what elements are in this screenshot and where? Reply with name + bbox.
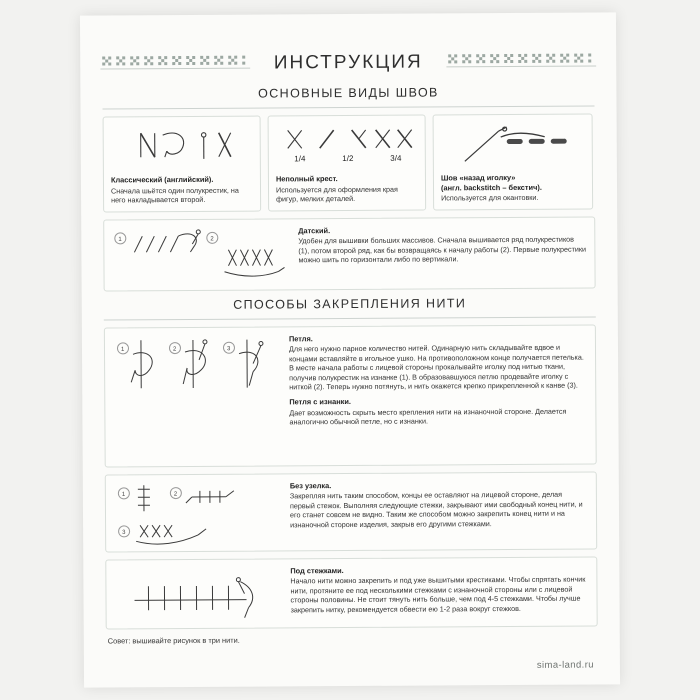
svg-text:1: 1 (120, 346, 125, 353)
card-danish (103, 216, 595, 291)
instruction-sheet (80, 12, 620, 687)
card-under-stitches-body: Начало нити можно закрепить и под уже вышитыми крестиками. Чтобы спрятать кончик нити, протяните ее под несколькими стежками с изнаночной стороны или с лицевой стороны половины. Не стоит тянуть нить больше, чем под 4-5 стежками. Чтобы лучше закрепить нитку, рекомендуется обвести ею 1-2 раза вокруг стежков. (290, 574, 586, 615)
card-classic (103, 116, 262, 213)
card-incomplete-cross (268, 115, 427, 212)
card-no-knot (105, 471, 597, 552)
section-title-thread-fixing: СПОСОБЫ ЗАКРЕПЛЕНИЯ НИТИ (233, 296, 467, 312)
figure-incomplete-cross (276, 122, 418, 171)
card-incomplete-cross-body: Используется для оформления края фигур, мелких деталей. (275, 184, 398, 204)
figure-danish-stitch (112, 225, 290, 284)
figure-classic-stitch (111, 123, 253, 172)
svg-text:1: 1 (118, 236, 122, 243)
card-backstitch (433, 114, 594, 211)
figure-no-knot (114, 480, 282, 545)
card-backstitch-subtitle: (англ. backstitch – бекстич). (440, 182, 542, 193)
svg-text:2: 2 (172, 346, 177, 353)
svg-text:1: 1 (121, 491, 126, 498)
card-backstitch-title: Шов «назад иголку» (440, 172, 516, 183)
svg-text:2: 2 (173, 491, 178, 498)
card-danish-title: Датский. (298, 225, 331, 236)
card-incomplete-cross-title: Неполный крест. (275, 174, 338, 184)
document-header (80, 44, 616, 81)
ornament-left-icon (100, 53, 250, 76)
divider (103, 106, 595, 110)
svg-text:3: 3 (122, 529, 126, 536)
divider (104, 316, 596, 320)
card-loop-subtitle: Петля с изнанки. (289, 396, 351, 407)
card-loop-title: Петля. (288, 333, 313, 344)
card-under-stitches-title: Под стежками. (290, 565, 344, 576)
card-classic-body: Сначала шьётся один полукрестик, на него накладывается второй. (110, 185, 239, 205)
card-loop (104, 324, 597, 467)
card-under-stitches (105, 556, 597, 629)
section-title-stitch-types: ОСНОВНЫЕ ВИДЫ ШВОВ (258, 85, 439, 101)
advice-text: Совет: вышивайте рисунок в три нити. (107, 635, 240, 646)
card-danish-body: Удобен для вышивки больших массивов. Сначала вышивается ряд полукрестиков (1), потом второй ряд, как бы возвращаясь к началу работы (2). Первые полукрестики можно шить по горизонтали либо по вертикали. (298, 235, 587, 265)
fraction-label: 1/2 (342, 153, 354, 164)
brand-footer: sima-land.ru (536, 659, 594, 671)
page-title: ИНСТРУКЦИЯ (273, 51, 423, 74)
card-loop-body2: Дает возможность скрыть место крепления нити на изнаночной стороне. Делается аналогично обычной петле, но с изнанки. (289, 406, 567, 427)
card-backstitch-body: Используется для окантовки. (441, 193, 539, 203)
card-classic-title: Классический (английский). (110, 174, 214, 185)
svg-text:3: 3 (226, 345, 231, 353)
ornament-right-icon (446, 50, 596, 73)
fraction-label: 1/4 (294, 154, 306, 164)
figure-loop (113, 333, 282, 460)
figure-backstitch (441, 121, 585, 170)
card-no-knot-body: Закрепляя нить таким способом, концы ее оставляют на лицевой стороне, делая первый стежок. Выполняя следующие стежки, закрывают ими свободный конец нити, и его станет совсем не видно. Таким же способом можно закрепить конец нити и на изнаночной стороне изделия, закрыв его другими стежками. (289, 490, 583, 530)
card-no-knot-title: Без узелка. (289, 480, 332, 491)
card-loop-body: Для него нужно парное количество нитей. Одинарную нить складывайте вдвое и концами вставляйте в игольное ушко. На противоположном конце получается петелька. В месте начала работы с лицевой стороны прокалывайте иголку под нитью ткани, получив полукрестик на изнанке (1). В образовавшуюся петлю продевайте иголку с ниткой (2). Теперь нужно потянуть, и нить окажется крепко прикрепленной к канве (3). (288, 343, 584, 392)
svg-text:2: 2 (210, 236, 214, 243)
stitch-cards-row (103, 114, 596, 213)
figure-under-stitches (114, 565, 282, 622)
fraction-label: 3/4 (390, 153, 402, 163)
